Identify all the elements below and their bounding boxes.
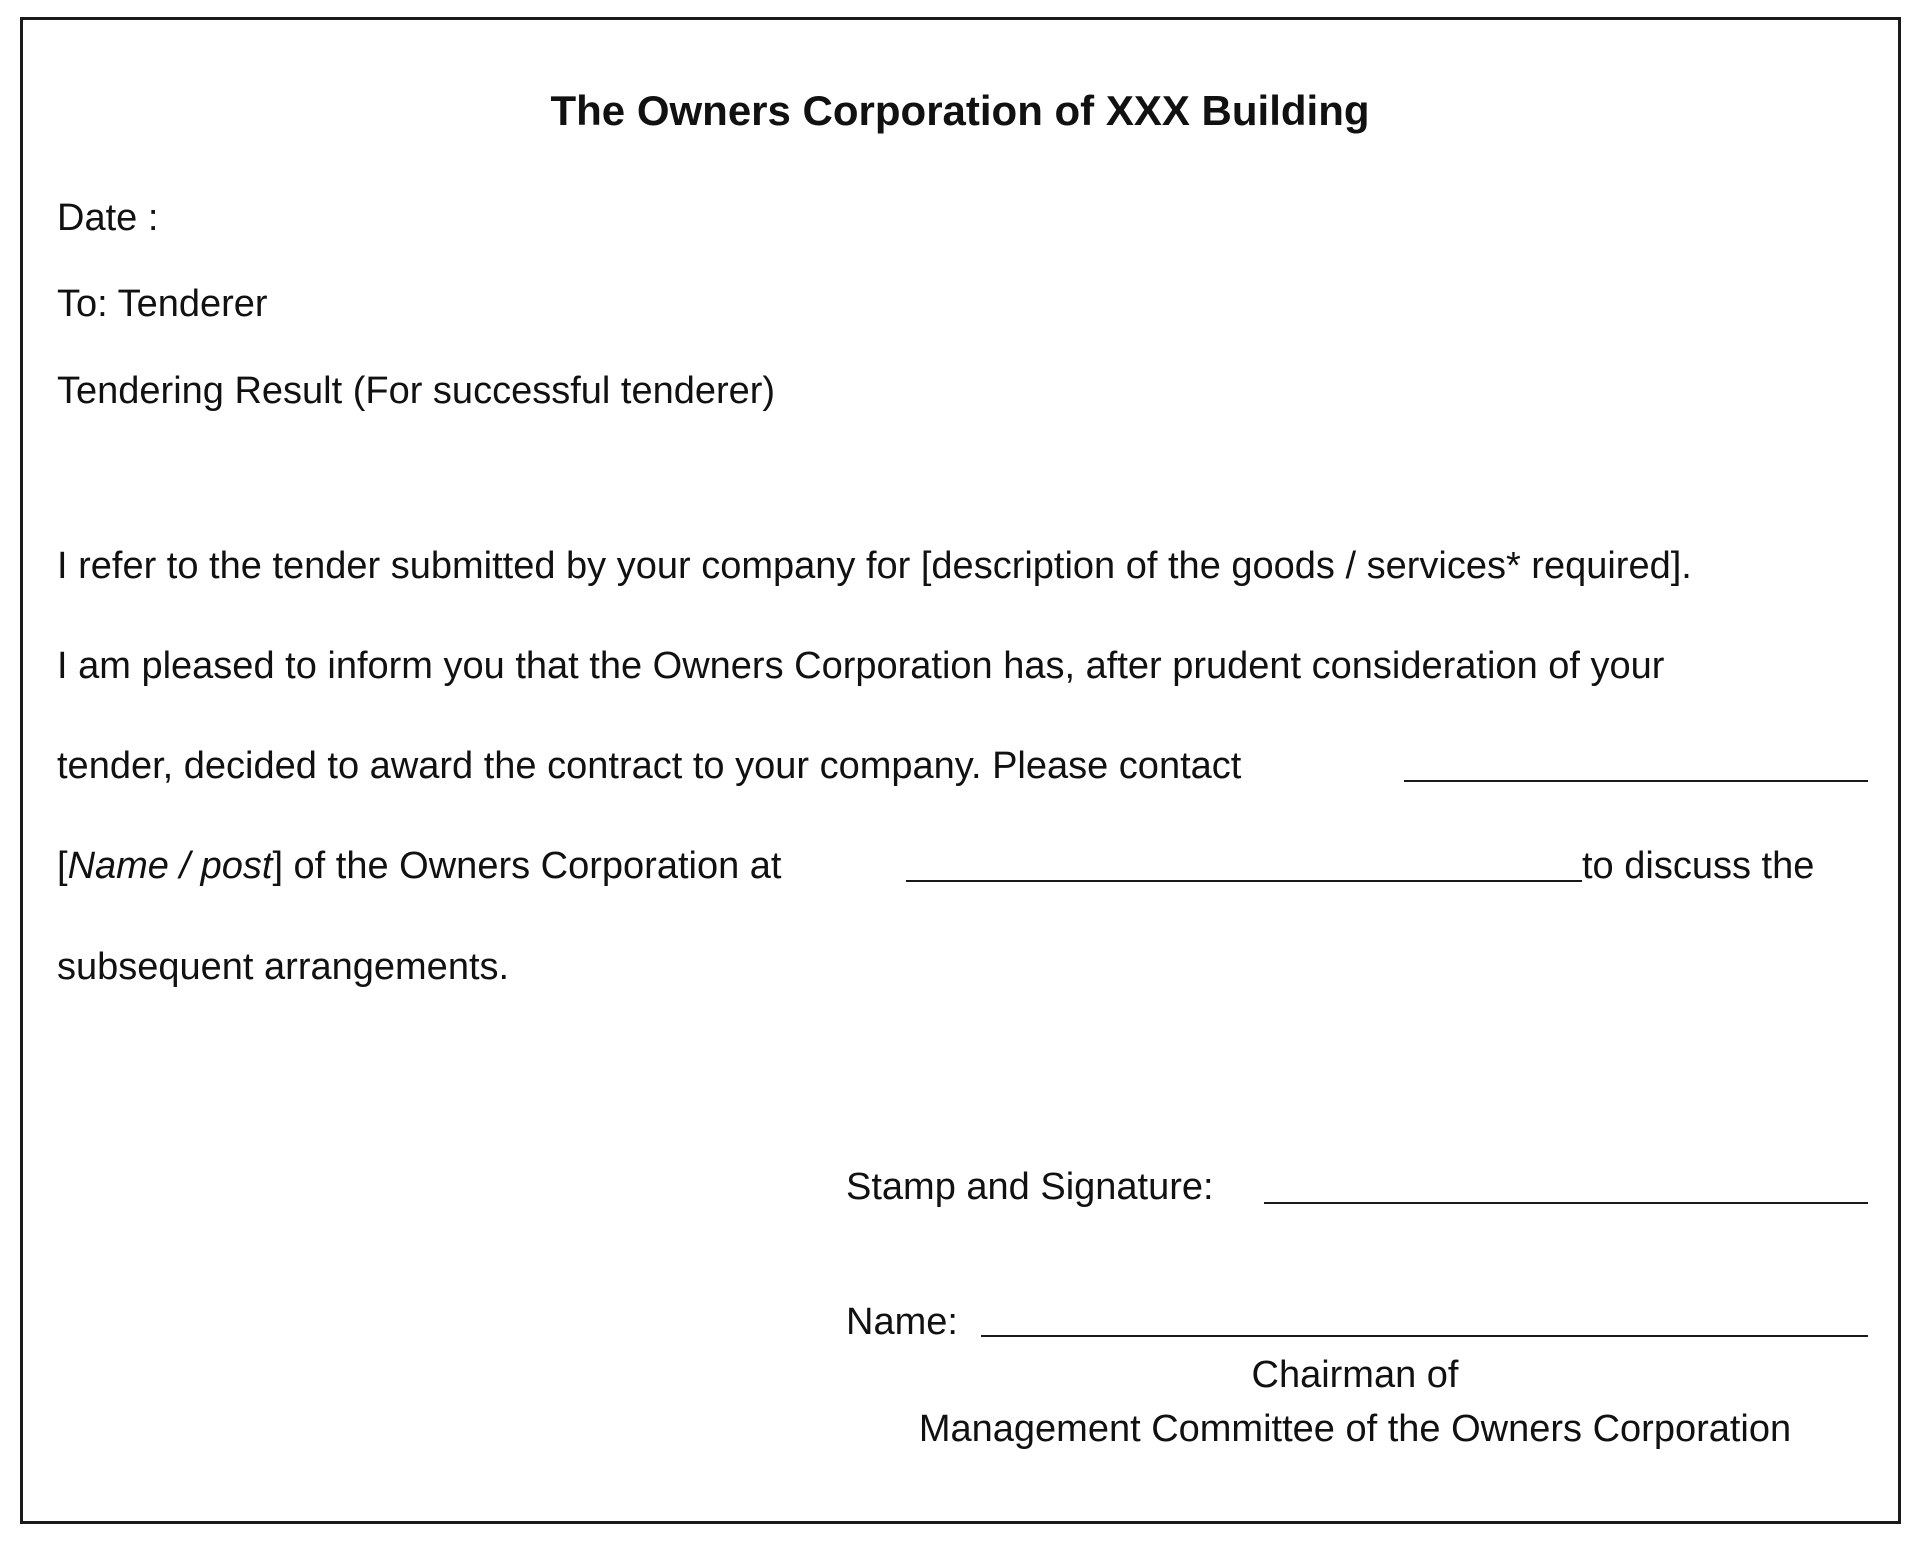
paragraph-line-1: I refer to the tender submitted by your company for [description of the goods / services* required].: [57, 545, 1692, 587]
stamp-signature-blank: [1264, 1202, 1868, 1204]
name-blank: [981, 1335, 1868, 1337]
paragraph-line-3: tender, decided to award the contract to your company. Please contact: [57, 745, 1242, 787]
stamp-signature-label: Stamp and Signature:: [846, 1166, 1214, 1208]
contact-name-blank: [1404, 780, 1868, 782]
date-label: Date :: [57, 197, 159, 239]
name-post-placeholder: Name / post: [67, 845, 273, 887]
subject-line: Tendering Result (For successful tenderer): [57, 370, 776, 412]
role-line-2: Management Committee of the Owners Corporation: [918, 1408, 1792, 1450]
contact-detail-blank: [906, 880, 1582, 882]
paragraph-line-2: I am pleased to inform you that the Owners Corporation has, after prudent consideration of your: [57, 645, 1665, 687]
paragraph-line-4-end: to discuss the: [1582, 845, 1815, 887]
document-title: The Owners Corporation of XXX Building: [550, 87, 1370, 134]
paragraph-line-4: [57, 843, 781, 889]
bracket-open: [: [57, 845, 68, 887]
role-line-1: Chairman of: [1251, 1354, 1459, 1396]
recipient-line: To: Tenderer: [57, 283, 268, 325]
name-label: Name:: [846, 1301, 958, 1343]
paragraph-line-5: subsequent arrangements.: [57, 946, 510, 988]
paragraph-line-4-text: ] of the Owners Corporation at: [272, 845, 782, 887]
